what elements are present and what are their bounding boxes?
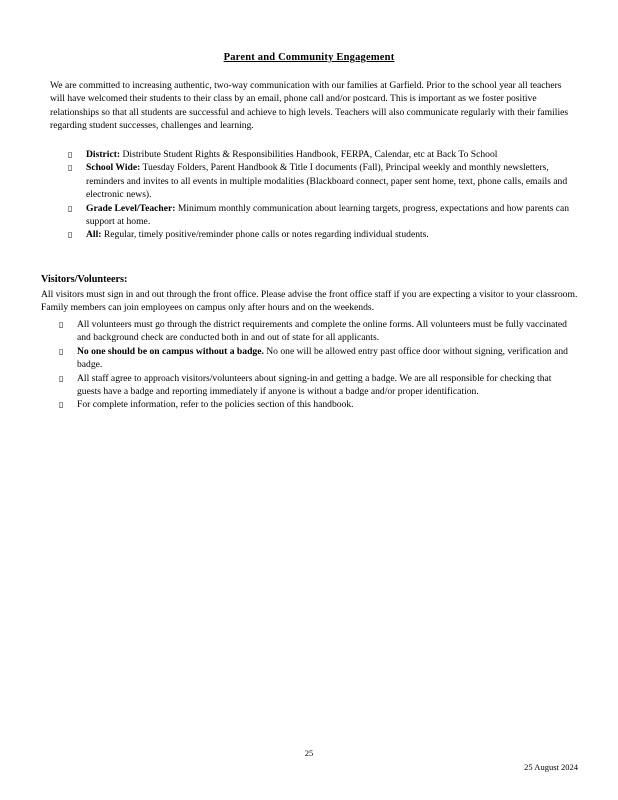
list-item [68,148,578,161]
visitors-intro: All visitors must sign in and out through the front office. Please advise the front office staff if you are expecting a visitor to your classroom. Family members can join employees on campus only after hours and on the weekends. [41,289,578,314]
intro-paragraph: We are committed to increasing authentic, two-way communication with our families at Garfield. Prior to the school year all teachers will have welcomed their students to their class by an email, phone call and/or postcard. This is important as we foster positive relationships so that all students are successful and achieve to high levels. Teachers will also communicate regularly with their families regarding student successes, challenges and learning. [50,80,569,131]
bullet-icon: ▯ [68,203,73,213]
item-text: No one will be allowed entry past office door without signing, verification and badge. [77,345,568,371]
list-item [68,228,578,241]
bullet-icon: ▯ [68,163,73,173]
bullet-icon: ▯ [68,230,73,240]
item-text: Distribute Student Rights & Responsibilities Handbook, FERPA, Calendar, etc at Back To School [120,149,498,160]
communication-list [68,148,578,242]
footer-date: 25 August 2024 [524,762,578,772]
list-item [68,202,578,229]
item-label: School Wide: [86,162,141,174]
bullet-icon: ▯ [59,320,64,329]
list-item [59,372,574,399]
bullet-icon: ▯ [59,373,64,383]
item-text: All staff agree to approach visitors/volunteers about signing-in and getting a badge. We are all responsible for checking that guests have a badge and reporting immediately if anyone is without a badge and/or proper identification. [77,372,552,398]
section-title: Parent and Community Engagement [223,52,395,63]
item-text: Minimum monthly communication about learning targets, progress, expectations and how parents can support at home. [86,202,570,228]
visitors-heading: Visitors/Volunteers: [41,274,128,285]
bullet-icon: ▯ [59,400,64,410]
item-label: No one should be on campus without a badge. [77,345,264,357]
item-label: All: [86,229,102,241]
item-text: Tuesday Folders, Parent Handbook & Title I documents (Fall), Principal weekly and monthly newsletters, reminders and invites to all events in multiple modalities (Blackboard connect, paper sent home, text, phone calls, emails and electronic news). [86,162,568,201]
item-text: For complete information, refer to the policies section of this handbook. [77,399,354,411]
list-item [59,345,574,372]
bullet-icon: ▯ [59,346,64,356]
visitors-list [59,318,574,412]
list-item [59,398,574,411]
list-item [68,161,578,201]
item-label: District: [86,149,121,160]
bullet-icon: ▯ [68,150,73,159]
page-number: 25 [304,748,314,758]
item-label: Grade Level/Teacher: [86,202,176,214]
item-text: All volunteers must go through the district requirements and complete the online forms. All volunteers must be fully vaccinated and background check are conducted both in and out of state for all applicants. [77,319,567,344]
list-item [59,318,574,345]
item-text: Regular, timely positive/reminder phone calls or notes regarding individual students. [101,229,429,241]
